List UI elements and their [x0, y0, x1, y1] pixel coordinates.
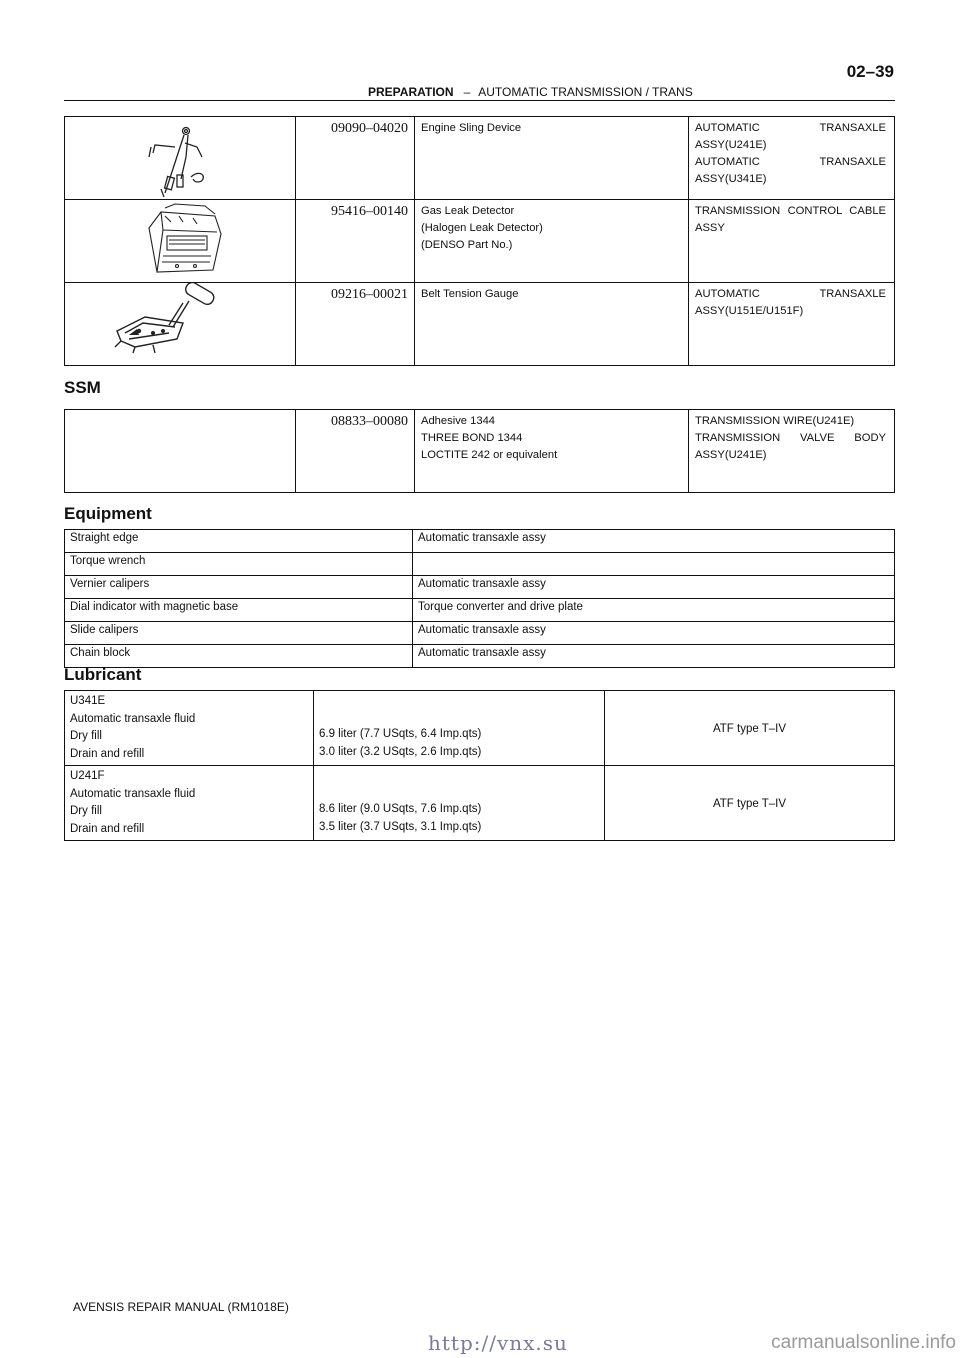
usage-cell — [689, 283, 895, 366]
lubricant-label-line: U341E — [70, 695, 106, 707]
equipment-usage: Automatic transaxle assy — [413, 530, 895, 553]
table-row — [65, 599, 895, 622]
description-line: (DENSO Part No.) — [421, 239, 513, 251]
watermark-link[interactable]: http://vnx.su — [428, 1331, 568, 1355]
equipment-usage: Automatic transaxle assy — [413, 645, 895, 668]
header-section: PREPARATION — [368, 85, 454, 99]
illustration-cell — [65, 200, 296, 283]
description-cell — [415, 410, 689, 493]
engine-sling-device-illustration — [65, 117, 295, 199]
equipment-usage: Automatic transaxle assy — [413, 622, 895, 645]
table-row — [65, 283, 895, 366]
lubricant-capacity-line: 3.5 liter (3.7 USqts, 3.1 Imp.qts) — [319, 820, 482, 833]
lubricant-label-line: U241F — [70, 770, 105, 782]
usage-line: TRANSMISSION CONTROL CABLE ASSY — [695, 205, 886, 234]
table-row — [65, 622, 895, 645]
lubricant-label-line: Dry fill — [70, 730, 102, 742]
description-line: LOCTITE 242 or equivalent — [421, 449, 558, 461]
description-line: THREE BOND 1344 — [421, 432, 523, 444]
equipment-usage — [413, 553, 895, 576]
header-subsection: AUTOMATIC TRANSMISSION / TRANS — [478, 85, 693, 99]
header-separator: – — [463, 85, 471, 99]
equipment-item: Slide calipers — [65, 622, 413, 645]
description-cell — [415, 117, 689, 200]
usage-cell — [689, 117, 895, 200]
equipment-heading: Equipment — [64, 504, 152, 523]
lubricant-label-line: Automatic transaxle fluid — [70, 712, 196, 725]
part-number: 95416–00140 — [296, 200, 415, 283]
gas-leak-detector-illustration — [65, 200, 295, 282]
equipment-usage: Automatic transaxle assy — [413, 576, 895, 599]
table-row — [65, 200, 895, 283]
lubricant-capacity-line: 3.0 liter (3.2 USqts, 2.6 Imp.qts) — [319, 745, 482, 758]
part-number: 08833–00080 — [296, 410, 415, 493]
description-line: Adhesive 1344 — [421, 415, 496, 427]
usage-line: TRANSMISSION WIRE(U241E) — [695, 415, 855, 427]
illustration-cell — [65, 410, 296, 493]
equipment-item: Straight edge — [65, 530, 413, 553]
lubricant-label-line: Dry fill — [70, 805, 102, 817]
description-line: (Halogen Leak Detector) — [421, 222, 543, 234]
illustration-cell — [65, 283, 296, 366]
ssm-table — [64, 409, 895, 493]
equipment-item: Vernier calipers — [65, 576, 413, 599]
equipment-usage: Torque converter and drive plate — [413, 599, 895, 622]
sst-table — [64, 116, 895, 366]
table-row — [65, 117, 895, 200]
description-cell — [415, 200, 689, 283]
part-number: 09216–00021 — [296, 283, 415, 366]
usage-line: AUTOMATIC TRANSAXLE ASSY(U151E/U151F) — [695, 288, 886, 317]
table-row — [65, 553, 895, 576]
lubricant-label-cell — [65, 691, 314, 766]
page-number: 02–39 — [846, 62, 894, 81]
lubricant-label-line: Drain and refill — [70, 822, 145, 835]
table-row — [65, 691, 895, 766]
footer-manual-title: AVENSIS REPAIR MANUAL (RM1018E) — [73, 1300, 289, 1314]
belt-tension-gauge-illustration — [65, 283, 295, 365]
lubricant-label-line: Automatic transaxle fluid — [70, 787, 196, 800]
usage-cell — [689, 410, 895, 493]
illustration-cell — [65, 117, 296, 200]
table-row — [65, 645, 895, 668]
equipment-item: Chain block — [65, 645, 413, 668]
description-line: Belt Tension Gauge — [421, 288, 519, 300]
lubricant-heading: Lubricant — [64, 665, 142, 684]
lubricant-label-line: Drain and refill — [70, 747, 145, 760]
table-row — [65, 576, 895, 599]
running-header — [368, 85, 693, 99]
lubricant-table — [64, 690, 895, 841]
equipment-table — [64, 529, 895, 668]
lubricant-capacity-line: 8.6 liter (9.0 USqts, 7.6 Imp.qts) — [319, 803, 482, 815]
lubricant-capacity-cell — [314, 691, 605, 766]
usage-line: AUTOMATIC TRANSAXLE ASSY(U341E) — [695, 156, 886, 185]
description-line: Engine Sling Device — [421, 122, 522, 134]
lubricant-classification: ATF type T–IV — [605, 691, 895, 766]
table-row — [65, 410, 895, 493]
lubricant-capacity-cell — [314, 766, 605, 841]
usage-cell — [689, 200, 895, 283]
table-row — [65, 530, 895, 553]
description-cell — [415, 283, 689, 366]
part-number: 09090–04020 — [296, 117, 415, 200]
lubricant-classification: ATF type T–IV — [605, 766, 895, 841]
usage-line: AUTOMATIC TRANSAXLE ASSY(U241E) — [695, 122, 886, 151]
equipment-item: Dial indicator with magnetic base — [65, 599, 413, 622]
description-line: Gas Leak Detector — [421, 205, 515, 217]
equipment-item: Torque wrench — [65, 553, 413, 576]
ssm-heading: SSM — [64, 378, 101, 397]
usage-line: TRANSMISSION VALVE BODY ASSY(U241E) — [695, 432, 886, 461]
lubricant-capacity-line: 6.9 liter (7.7 USqts, 6.4 Imp.qts) — [319, 728, 482, 740]
watermark-site: carmanualsonline.info — [771, 1332, 956, 1353]
lubricant-label-cell — [65, 766, 314, 841]
table-row — [65, 766, 895, 841]
